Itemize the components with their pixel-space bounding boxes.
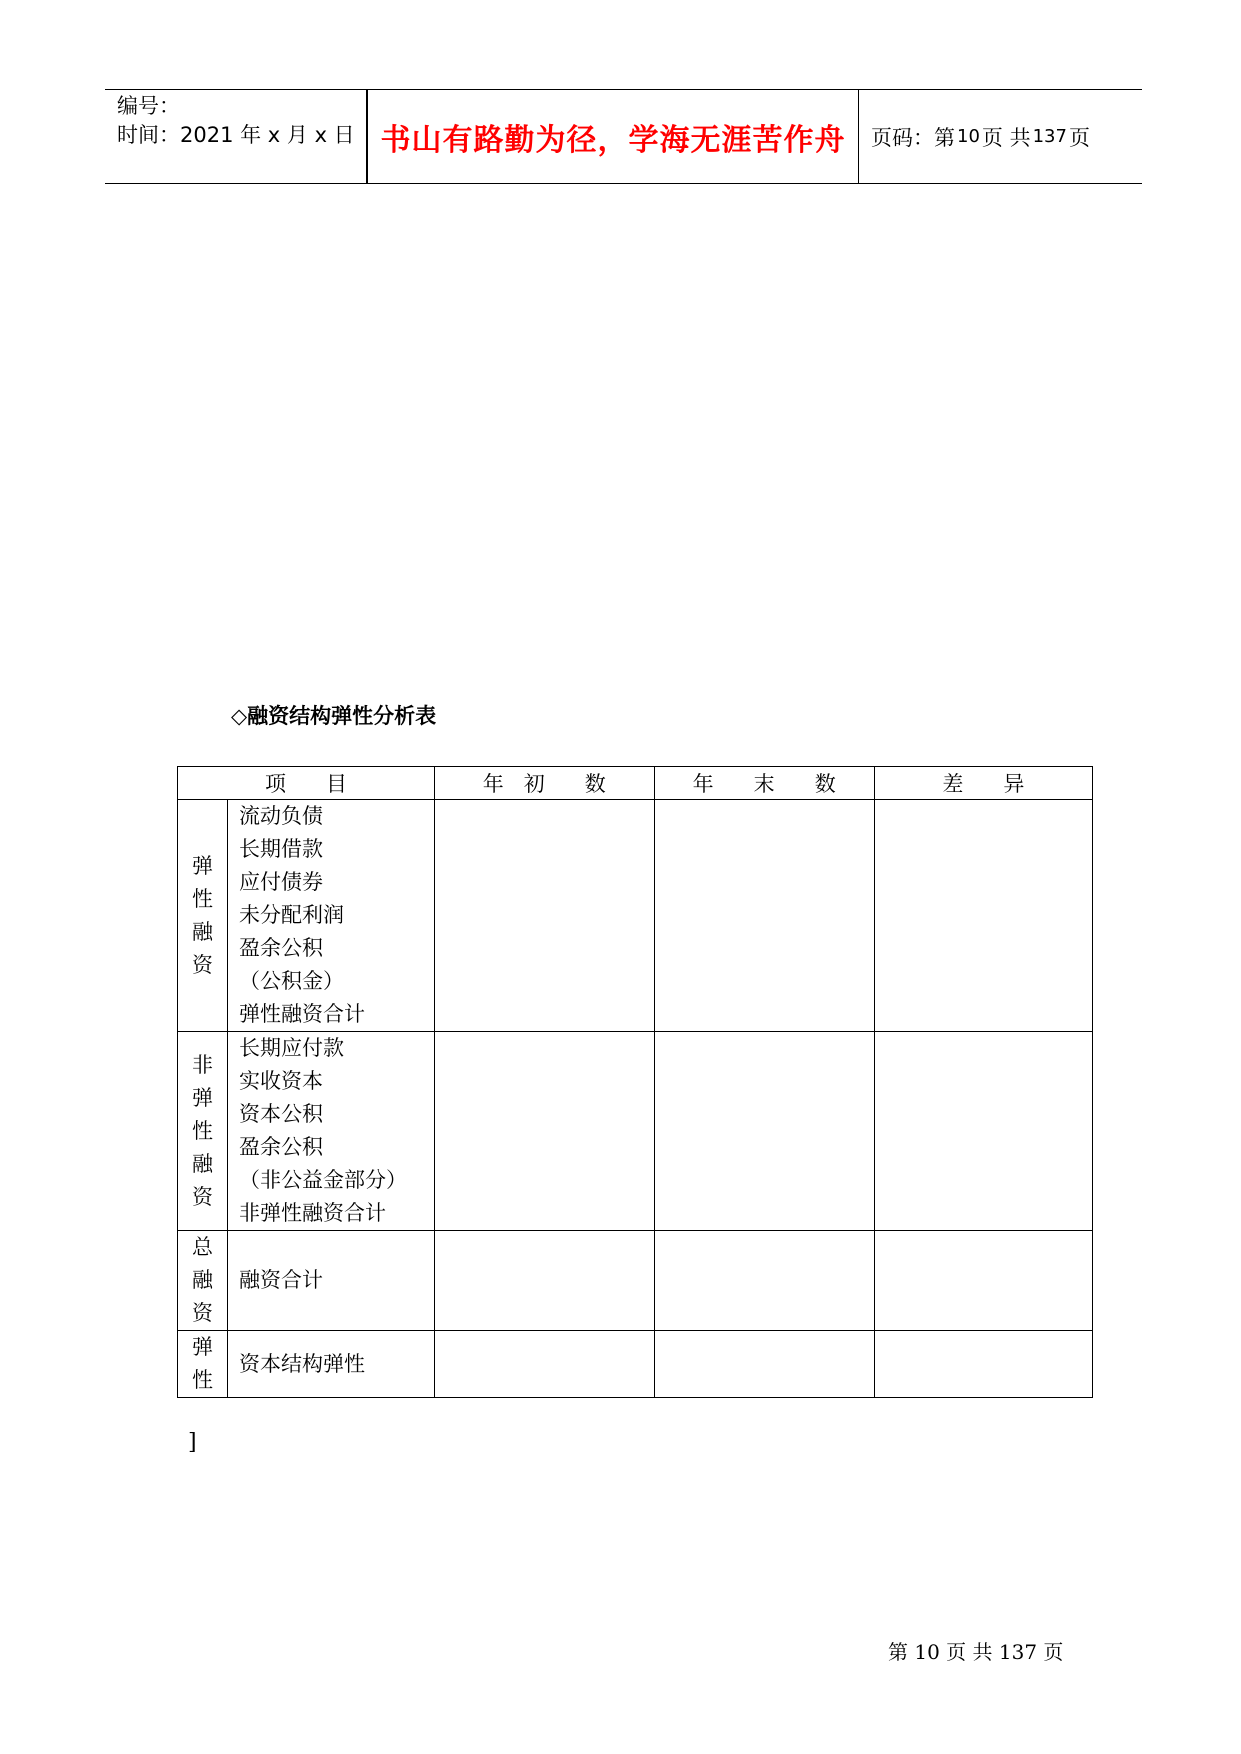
- group-label-char: 融: [191, 919, 213, 944]
- value-year-end[interactable]: [654, 800, 874, 1032]
- group-label: [178, 800, 228, 1032]
- line-item: 未分配利润: [238, 903, 344, 927]
- financing-structure-table: [177, 766, 1093, 1398]
- page-current: 10: [957, 126, 980, 147]
- group-label-char: 资: [191, 1301, 213, 1325]
- header-item: 项 目: [178, 767, 435, 800]
- section-title: ◇融资结构弹性分析表: [231, 704, 437, 728]
- group-label-char: 性: [191, 1368, 213, 1392]
- line-item: 盈余公积: [238, 1135, 323, 1159]
- group-label-char: 资: [191, 952, 213, 977]
- value-difference[interactable]: [874, 1331, 1092, 1398]
- page-suffix: 页: [1068, 125, 1090, 150]
- line-item: 应付债券: [238, 870, 323, 894]
- group-label-char: 弹: [191, 853, 213, 878]
- page-header: [105, 89, 1142, 184]
- line-item: 流动负债: [238, 804, 323, 828]
- header-page-info: [859, 90, 1142, 183]
- value-difference[interactable]: [874, 800, 1092, 1032]
- group-label-char: 融: [191, 1268, 213, 1292]
- table-row: [178, 1032, 1093, 1231]
- table-header-row: [178, 767, 1093, 800]
- table-row: [178, 1331, 1093, 1398]
- group-label-char: 性: [191, 886, 213, 911]
- value-year-end[interactable]: [654, 1231, 874, 1331]
- line-item: （公积金）: [238, 969, 344, 993]
- group-label-char: 融: [191, 1151, 213, 1176]
- header-year-end: 年 末 数: [654, 767, 874, 800]
- items-cell: [227, 1231, 434, 1331]
- line-item: 非弹性融资合计: [238, 1201, 386, 1225]
- group-label-char: 资: [191, 1184, 213, 1209]
- table-row: [178, 800, 1093, 1032]
- page-footer: 第 10 页 共 137 页: [888, 1640, 1064, 1664]
- table-row: [178, 1231, 1093, 1331]
- group-label: [178, 1331, 228, 1398]
- items-cell: [227, 1331, 434, 1398]
- header-motto: 书山有路勤为径，学海无涯苦作舟: [368, 90, 859, 183]
- page-total: 137: [1032, 126, 1067, 147]
- items-cell: [227, 1032, 434, 1231]
- group-label-char: 弹: [191, 1335, 213, 1359]
- group-label-char: 弹: [191, 1085, 213, 1110]
- stray-bracket: ]: [188, 1430, 197, 1455]
- value-year-end[interactable]: [654, 1331, 874, 1398]
- line-item: （非公益金部分）: [238, 1168, 407, 1192]
- value-year-start[interactable]: [435, 800, 655, 1032]
- page-prefix: 页码：第: [871, 125, 955, 150]
- header-meta: [105, 90, 368, 183]
- header-year-start: 年 初 数: [435, 767, 655, 800]
- group-label-char: 性: [191, 1118, 213, 1143]
- line-item: 长期应付款: [238, 1036, 344, 1060]
- group-label-char: 总: [191, 1235, 213, 1259]
- value-year-end[interactable]: [654, 1032, 874, 1231]
- line-item: 盈余公积: [238, 936, 323, 960]
- page-middle: 页 共: [981, 125, 1031, 150]
- line-item: 实收资本: [238, 1069, 323, 1093]
- line-item: 长期借款: [238, 837, 323, 861]
- line-item: 弹性融资合计: [238, 1002, 365, 1026]
- value-difference[interactable]: [874, 1231, 1092, 1331]
- line-item: 资本公积: [238, 1102, 323, 1126]
- document-date-label: 时间：2021 年 x 月 x 日: [117, 123, 355, 147]
- group-label-char: 非: [191, 1052, 213, 1077]
- line-item: 资本结构弹性: [238, 1351, 365, 1376]
- group-label: [178, 1231, 228, 1331]
- value-year-start[interactable]: [435, 1231, 655, 1331]
- value-year-start[interactable]: [435, 1032, 655, 1231]
- header-difference: 差 异: [874, 767, 1092, 800]
- line-item: 融资合计: [238, 1268, 323, 1292]
- items-cell: [227, 800, 434, 1032]
- value-difference[interactable]: [874, 1032, 1092, 1231]
- group-label: [178, 1032, 228, 1231]
- document-number-label: 编号：: [117, 94, 180, 118]
- value-year-start[interactable]: [435, 1331, 655, 1398]
